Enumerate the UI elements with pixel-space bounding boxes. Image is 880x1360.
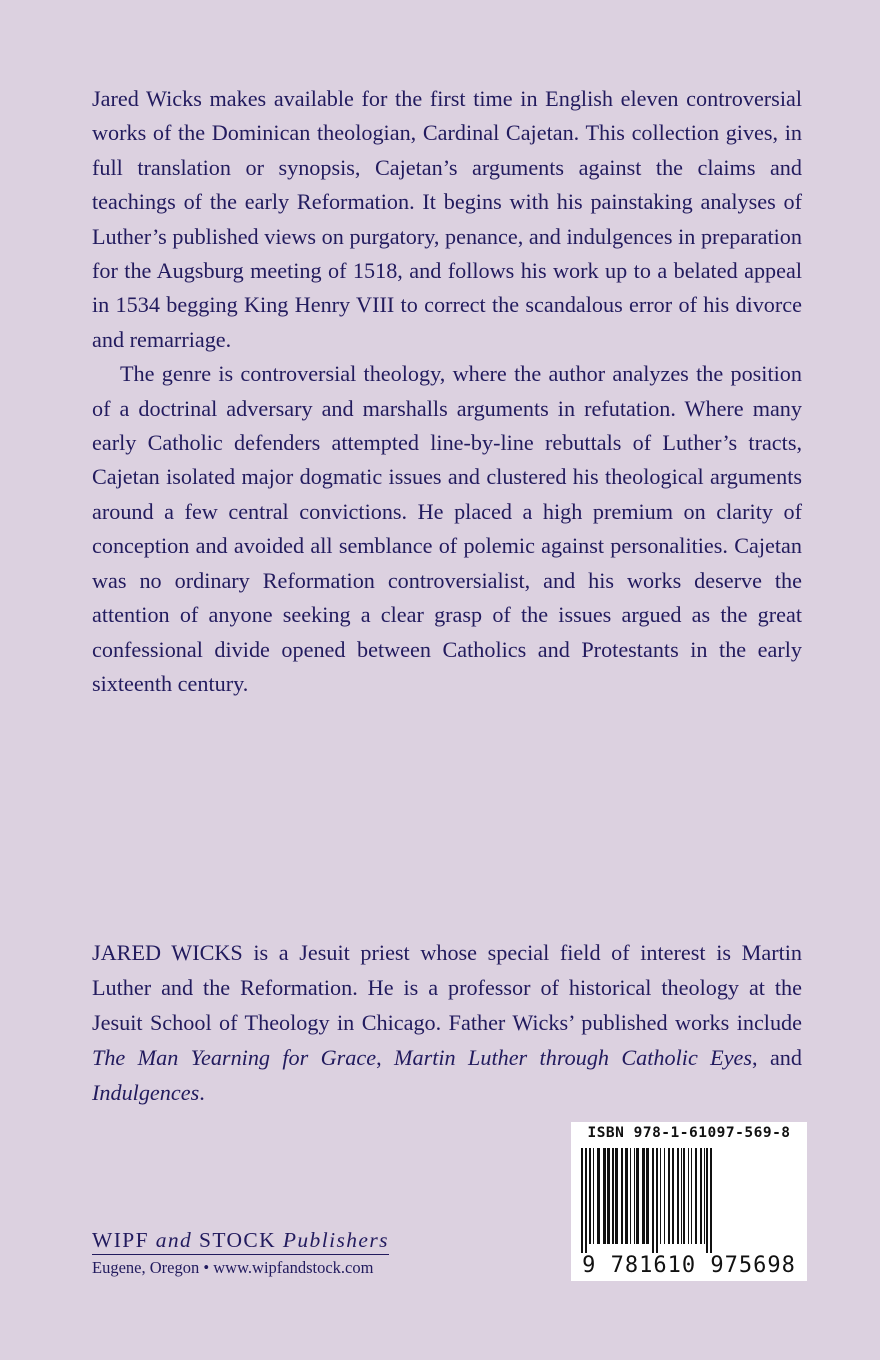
barcode-bar xyxy=(621,1148,623,1244)
barcode-bar xyxy=(660,1148,661,1244)
blurb-paragraph-1: Jared Wicks makes available for the first time in English eleven controversial works of the Dominican theologian, Cardinal Cajetan. This collection gives, in full translation or synopsis, Cajetan’s arguments against the claims and teachings of the early Reformation. It begins with his painstaking analyses of Luther’s published views on purgatory, penance, and indulgences in preparation for the Augsburg meeting of 1518, and follows his work up to a belated appeal in 1534 begging King Henry VIII to correct the scandalous error of his divorce and remarriage. xyxy=(92,86,802,352)
barcode-bar xyxy=(700,1148,702,1244)
bio-separator-1: , xyxy=(376,1045,395,1070)
blurb xyxy=(92,82,802,701)
barcode-bar xyxy=(691,1148,692,1244)
barcode-bar xyxy=(593,1148,594,1244)
publisher-name xyxy=(92,1228,389,1255)
barcode-bar xyxy=(656,1148,658,1253)
barcode-bar xyxy=(589,1148,591,1244)
publisher-name-stock: STOCK xyxy=(198,1228,277,1252)
barcode-bars xyxy=(579,1148,799,1253)
author-bio xyxy=(92,935,802,1110)
author-bio-text: JARED WICKS is a Jesuit priest whose special field of interest is Martin Luther and the Reformation. He is a professor of historical theology at the Jesuit School of Theology in Chicago. Father Wicks’ published works include xyxy=(92,940,802,1035)
barcode-bar xyxy=(625,1148,628,1244)
book-title-indulgences: Indulgences xyxy=(92,1080,200,1105)
barcode-bar xyxy=(688,1148,689,1244)
isbn-barcode xyxy=(571,1122,807,1281)
barcode-bar xyxy=(642,1148,645,1244)
publisher-block xyxy=(92,1228,389,1278)
barcode-bar xyxy=(677,1148,679,1244)
bio-end: . xyxy=(199,1080,205,1105)
barcode-bar xyxy=(683,1148,685,1244)
barcode-bar xyxy=(704,1148,705,1244)
publisher-address: Eugene, Oregon • www.wipfandstock.com xyxy=(92,1258,374,1277)
book-title-martin-luther: Martin Luther through Catholic Eyes xyxy=(394,1045,753,1070)
barcode-bar xyxy=(710,1148,712,1253)
publisher-name-and: and xyxy=(155,1228,193,1252)
barcode-bar xyxy=(603,1148,606,1244)
isbn-label: ISBN 978-1-61097-569-8 xyxy=(587,1125,791,1141)
barcode-bar xyxy=(607,1148,610,1244)
barcode-bar xyxy=(646,1148,649,1244)
barcode-bar xyxy=(636,1148,639,1244)
barcode-bar xyxy=(681,1148,682,1244)
barcode-bar xyxy=(634,1148,635,1244)
barcode-bar xyxy=(585,1148,587,1253)
barcode-bar xyxy=(668,1148,670,1244)
barcode-bar xyxy=(672,1148,674,1244)
barcode-bar xyxy=(664,1148,665,1244)
barcode-bar xyxy=(706,1148,708,1253)
book-title-man-yearning: The Man Yearning for Grace xyxy=(92,1045,377,1070)
barcode-digits: 9 781610 975698 xyxy=(582,1253,796,1278)
barcode-bar xyxy=(652,1148,654,1253)
publisher-name-wipf: WIPF xyxy=(92,1228,149,1252)
bio-separator-2: , and xyxy=(752,1045,802,1070)
publisher-name-publishers: Publishers xyxy=(282,1228,389,1252)
barcode-bar xyxy=(581,1148,583,1253)
barcode-bar xyxy=(612,1148,614,1244)
barcode-bar xyxy=(695,1148,697,1244)
barcode-bar xyxy=(630,1148,631,1244)
author-bio-paragraph xyxy=(92,935,802,1110)
blurb-paragraph-2: The genre is controversial theology, where the author analyzes the position of a doctrinal adversary and marshalls arguments in refutation. Where many early Catholic defenders attempted line-by-line rebuttals of Luther’s tracts, Cajetan isolated major dogmatic issues and clustered his theological arguments around a few central convictions. He placed a high premium on clarity of conception and avoided all semblance of polemic against personalities. Cajetan was no ordinary Reformation controversialist, and his works deserve the attention of anyone seeking a clear grasp of the issues argued as the great confessional divide opened between Catholics and Protestants in the early sixteenth century. xyxy=(92,361,802,696)
barcode-bar xyxy=(597,1148,600,1244)
barcode-bar xyxy=(615,1148,618,1244)
